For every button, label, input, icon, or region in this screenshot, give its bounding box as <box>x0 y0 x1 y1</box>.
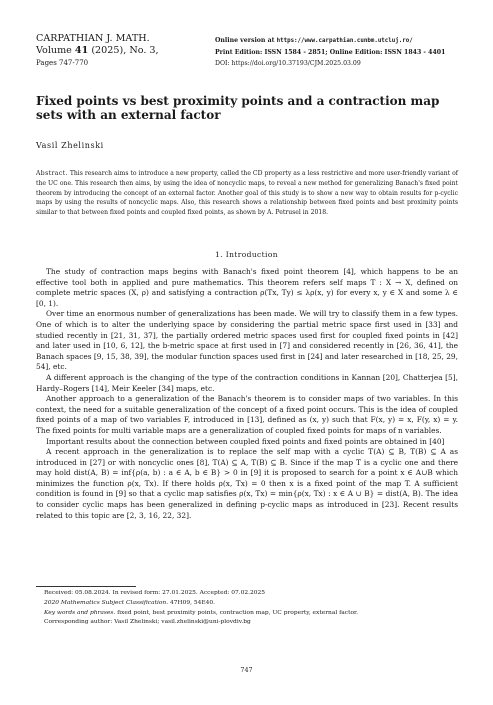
footnote-divider <box>36 586 136 587</box>
volume-suffix: (2025), No. 3, <box>88 45 159 57</box>
msc-codes: 47H09, 54E40. <box>168 599 216 606</box>
body-text <box>36 267 458 521</box>
keywords-label: Key words and phrases. <box>44 609 116 616</box>
page-range: Pages 747-770 <box>36 58 89 67</box>
paragraph: The study of contraction maps begins with Banach's fixed point theorem [4], which happens to be an effective tool both in applied and pure mathematics. This theorem refers self maps T : X → X, defined on complete metric spaces (X, ρ) and satisfying a contraction ρ(Tx, Ty) ≤ λρ(x, y) for every x, y ∈ X and some λ ∈ [0, 1). <box>36 267 458 308</box>
doi-link[interactable]: DOI: https://doi.org/10.37193/CJM.2025.03.09 <box>215 60 361 68</box>
online-label: Online version at <box>215 37 277 44</box>
journal-header <box>36 33 159 69</box>
publication-info <box>215 35 445 70</box>
paragraph: A recent approach in the generalization is to replace the self map with a cyclic T(A) ⊆ B, T(B) ⊆ A as introduced in [27] or with noncyclic ones [8], T(A) ⊆ A, T(B) ⊆ B. Since if the map T is a cyclic one and there may hold dist(A, B) = inf{ρ(a, b) : a ∈ A, b ∈ B} > 0 in [9] it is proposed to search for a point x ∈ A∪B which minimizes the function ρ(x, Tx). If there holds ρ(x, Tx) = 0 then x is a fixed point of the map T. A sufficient condition is found in [9] so that a cyclic map satisfies ρ(x, Tx) = min{ρ(x, Tx) : x ∈ A ∪ B} = dist(A, B). The idea to consider cyclic maps has been generalized in defining p-cyclic maps as introduced in [23]. Recent results related to this topic are [2, 3, 16, 22, 32]. <box>36 447 458 520</box>
author-name: Vasil Zhelinski <box>36 141 104 150</box>
online-url-link[interactable]: https://www.carpathian.cunbm.utcluj.ro/ <box>276 38 413 44</box>
msc-classification <box>36 599 458 609</box>
abstract-label: Abstract. <box>36 170 68 177</box>
journal-name: CARPATHIAN J. MATH. <box>36 33 150 44</box>
page-number: 747 <box>240 666 253 674</box>
paragraph: Over time an enormous number of generalizations has been made. We will try to classify them in a few types. One of which is to alter the underlying space by considering the partial metric space first used in [33] and studied recently in [21, 31, 37], the partially ordered metric spaces used first for coupled fixed points in [42] and later used in [10, 6, 12], the b-metric space at first used in [7] and considered recently in [26, 36, 41], the Banach spaces [9, 15, 38, 39], the modular function spaces used first in [24] and later researched in [18, 25, 29, 54], etc. <box>36 309 458 372</box>
msc-label: 2020 Mathematics Subject Classification. <box>44 599 169 606</box>
paper-title: Fixed points vs best proximity points and a contraction map sets with an external factor <box>36 94 440 123</box>
received-dates: Received: 05.08.2024. In revised form: 27.01.2025. Accepted: 07.02.2025 <box>44 590 265 596</box>
keywords <box>36 609 458 619</box>
abstract <box>36 169 458 218</box>
corresponding-author: Corresponding author: Vasil Zhelinski; vasil.zhelinski@uni-plovdiv.bg <box>44 619 251 626</box>
footnotes <box>36 589 458 628</box>
abstract-text: This research aims to introduce a new property, called the CD property as a less restrictive and more user-friendly variant of the UC one. This research then aims, by using the idea of noncyclic maps, to reveal a new method for generalizing Banach's fixed point theorem by introducing the concept of an external factor. Another goal of this study is to show a new way to obtain results for p-cyclic maps by using the results of noncyclic maps. Also, this research shows a relationship between fixed points and best proximity points similar to that between fixed points and coupled fixed points, as shown by A. Petrusel in 2018. <box>36 170 458 217</box>
keywords-list: fixed point, best proximity points, contraction map, UC property, external factor. <box>115 609 359 616</box>
issn-line: Print Edition: ISSN 1584 - 2851; Online Edition: ISSN 1843 - 4401 <box>215 49 446 57</box>
paragraph: Important results about the connection between coupled fixed points and fixed points are obtained in [40] <box>46 436 445 446</box>
paragraph: A different approach is the changing of the type of the contraction conditions in Kannan [20], Chatterjea [5], Hardy–Rogers [14], Meir Keeler [34] maps, etc. <box>36 372 458 393</box>
section-heading: 1. Introduction <box>214 250 279 259</box>
paragraph: Another approach to a generalization of the Banach's theorem is to consider maps of two variables. In this context, the need for a suitable generalization of the concept of a fixed point occurs. This is the idea of coupled fixed points of a map of two variables F, introduced in [13], defined as (x, y) such that F(x, y) = x, F(y, x) = y. The fixed points for multi variable maps are a generalization of coupled fixed points for maps of n variables. <box>36 394 458 435</box>
volume-line <box>36 45 159 57</box>
volume-prefix: Volume <box>36 45 75 57</box>
online-version-line <box>215 35 445 47</box>
volume-number: 41 <box>74 45 89 57</box>
